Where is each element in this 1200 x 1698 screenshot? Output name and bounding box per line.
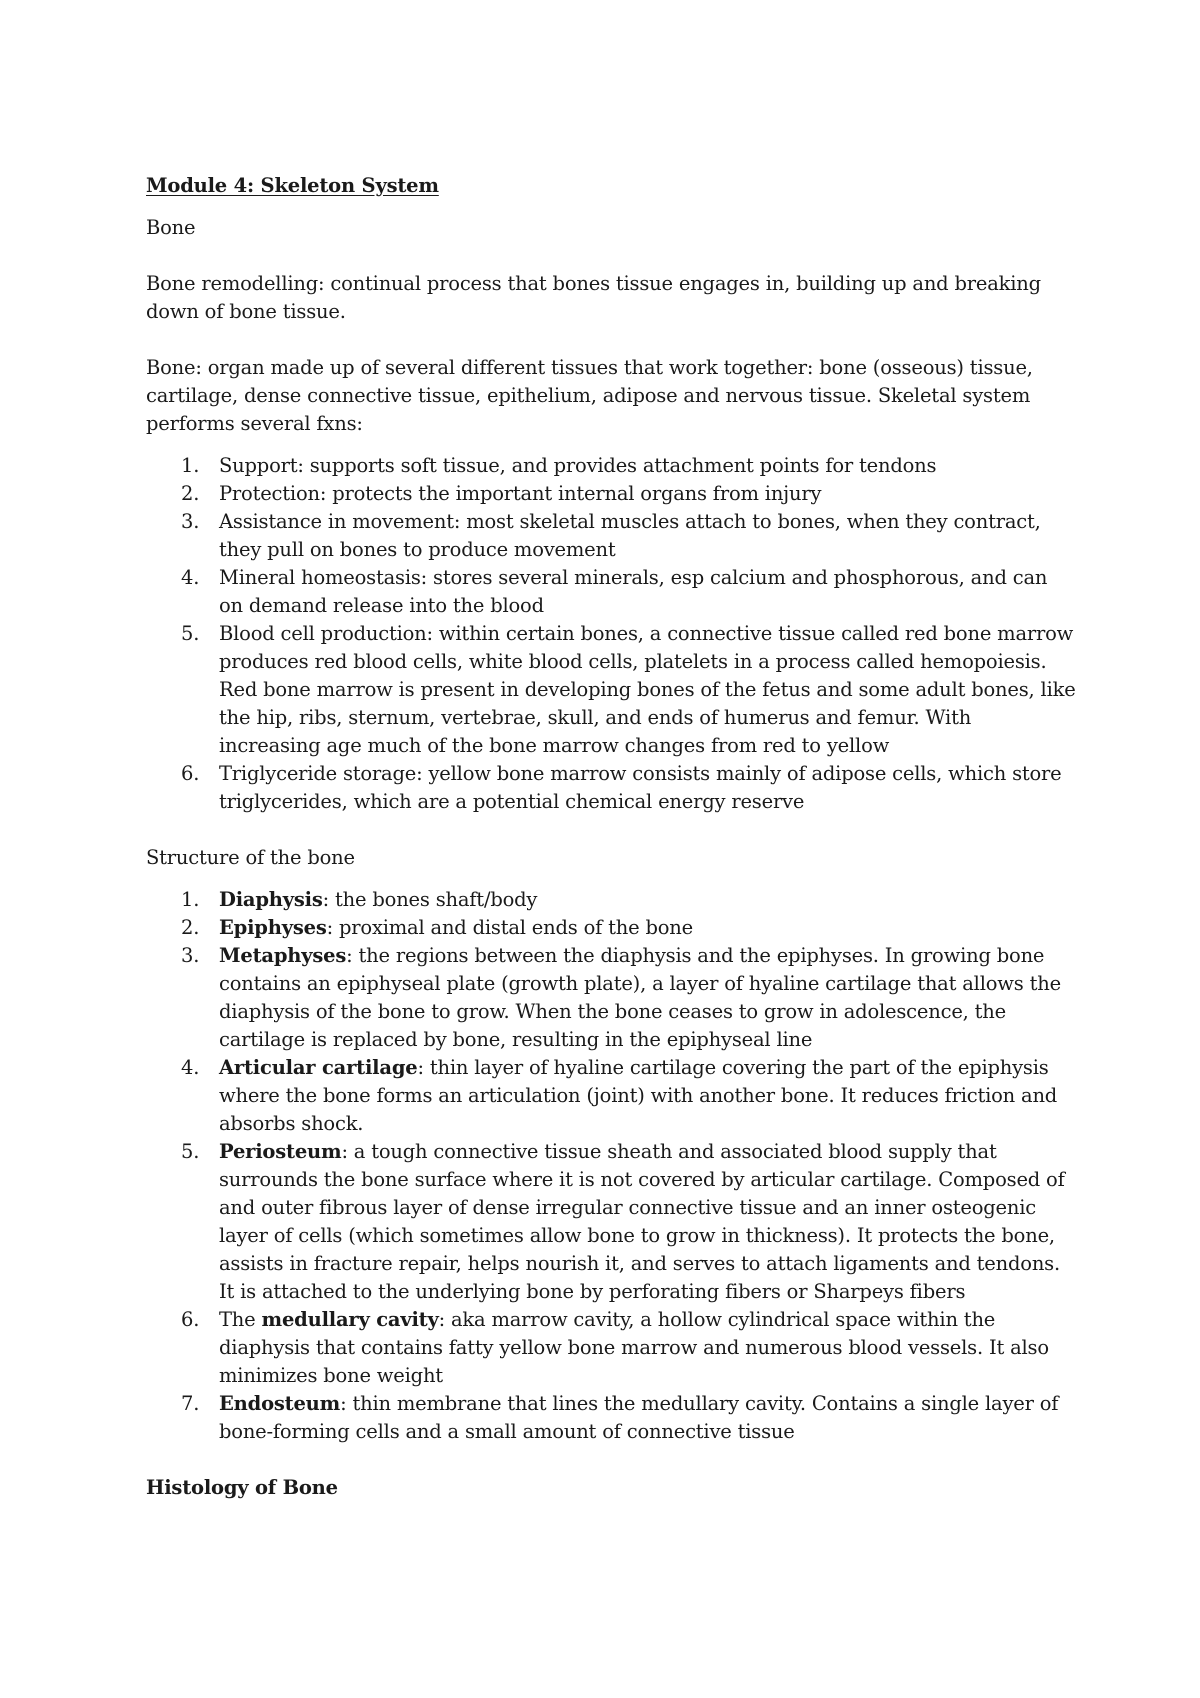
list-item (146, 508, 1076, 564)
list-item-text: Support: supports soft tissue, and provides attachment points for tendons (219, 454, 937, 477)
list-number: 6. (181, 762, 200, 785)
list-item (146, 1138, 1076, 1306)
section-heading-bone: Bone (146, 216, 196, 239)
list-item-text: Blood cell production: within certain bones, a connective tissue called red bone marrow produces red blood cells, white blood cells, platelets in a process called hemopoiesis. Red bone marrow is present in developing bones of the fetus and some adult bones, like the hip, ribs, sternum, vertebrae, skull, and ends of humerus and femur. With increasing age much of the bone marrow changes from red to yellow (219, 622, 1076, 757)
term-description: : aka marrow cavity, a hollow cylindrical space within the diaphysis that contains fatty yellow bone marrow and numerous blood vessels. It also minimizes bone weight (219, 1308, 1049, 1387)
list-number: 3. (181, 510, 200, 533)
list-item (146, 914, 1076, 942)
list-item-text: Mineral homeostasis: stores several minerals, esp calcium and phosphorous, and can on demand release into the blood (219, 566, 1048, 617)
term-label: Epiphyses (219, 916, 327, 939)
list-number: 5. (181, 622, 200, 645)
list-number: 4. (181, 1056, 200, 1079)
list-item (146, 480, 1076, 508)
structure-list (146, 886, 1076, 1446)
term-label: Periosteum (219, 1140, 342, 1163)
list-number: 5. (181, 1140, 200, 1163)
term-description: : a tough connective tissue sheath and associated blood supply that surrounds the bone surface where it is not covered by articular cartilage. Composed of and outer fibrous layer of dense irregular connective tissue and an inner osteogenic layer of cells (which sometimes allow bone to grow in thickness). It protects the bone, assists in fracture repair, helps nourish it, and serves to attach ligaments and tendons. It is attached to the underlying bone by perforating fibers or Sharpeys fibers (219, 1140, 1065, 1303)
list-item-text: Triglyceride storage: yellow bone marrow consists mainly of adipose cells, which store triglycerides, which are a potential chemical energy reserve (219, 762, 1062, 813)
document-title: Module 4: Skeleton System (146, 174, 439, 197)
term-prefix: The (219, 1308, 262, 1331)
list-item (146, 564, 1076, 620)
list-item (146, 760, 1076, 816)
term-label: medullary cavity (261, 1308, 439, 1331)
list-item (146, 620, 1076, 760)
list-number: 6. (181, 1308, 200, 1331)
paragraph-bone-definition: Bone: organ made up of several different tissues that work together: bone (osseous) tissue, cartilage, dense connective tissue, epithelium, adipose and nervous tissue. Skeletal system performs several fxns: (146, 356, 1033, 435)
section-heading-structure: Structure of the bone (146, 846, 355, 869)
term-description: : thin membrane that lines the medullary cavity. Contains a single layer of bone-forming cells and a small amount of connective tissue (219, 1392, 1059, 1443)
paragraph-bone-remodelling: Bone remodelling: continual process that bones tissue engages in, building up and breaking down of bone tissue. (146, 272, 1041, 323)
term-label: Diaphysis (219, 888, 323, 911)
list-item (146, 1390, 1076, 1446)
list-number: 1. (181, 454, 200, 477)
term-description: : the regions between the diaphysis and the epiphyses. In growing bone contains an epiphyseal plate (growth plate), a layer of hyaline cartilage that allows the diaphysis of the bone to grow. When the bone ceases to grow in adolescence, the cartilage is replaced by bone, resulting in the epiphyseal line (219, 944, 1061, 1051)
list-number: 2. (181, 482, 200, 505)
functions-list (146, 452, 1076, 816)
term-label: Articular cartilage (219, 1056, 418, 1079)
list-item-text: Protection: protects the important internal organs from injury (219, 482, 822, 505)
document-page (146, 172, 1076, 1502)
list-number: 3. (181, 944, 200, 967)
section-heading-histology: Histology of Bone (146, 1476, 338, 1499)
list-number: 2. (181, 916, 200, 939)
list-number: 1. (181, 888, 200, 911)
term-description: : the bones shaft/body (322, 888, 538, 911)
list-item-text: Assistance in movement: most skeletal muscles attach to bones, when they contract, they pull on bones to produce movement (219, 510, 1041, 561)
list-item (146, 1306, 1076, 1390)
term-description: : proximal and distal ends of the bone (326, 916, 694, 939)
list-item (146, 1054, 1076, 1138)
list-item (146, 942, 1076, 1054)
list-number: 4. (181, 566, 200, 589)
term-label: Endosteum (219, 1392, 341, 1415)
list-number: 7. (181, 1392, 200, 1415)
term-description: : thin layer of hyaline cartilage covering the part of the epiphysis where the bone forms an articulation (joint) with another bone. It reduces friction and absorbs shock. (219, 1056, 1058, 1135)
term-label: Metaphyses (219, 944, 347, 967)
list-item (146, 886, 1076, 914)
list-item (146, 452, 1076, 480)
